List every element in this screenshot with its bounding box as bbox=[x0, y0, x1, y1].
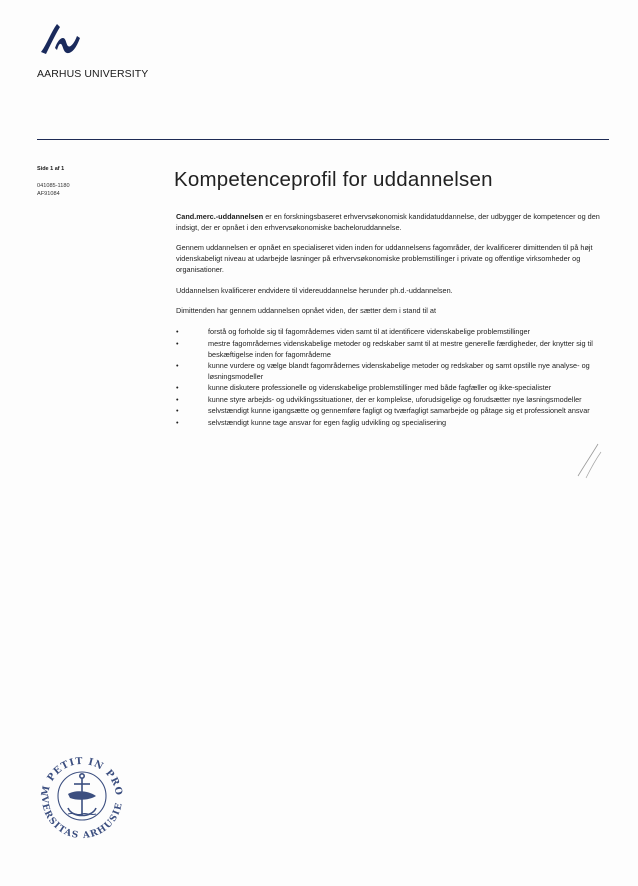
bullet-icon: • bbox=[176, 338, 179, 348]
university-seal-icon bbox=[26, 738, 138, 855]
list-item: • selvstændigt kunne tage ansvar for egen faglig udvikling og specialisering bbox=[176, 417, 447, 427]
svg-text:SOLIDUM PETIT IN PROFUNDIS bbox=[26, 738, 124, 797]
svg-text:UNIVERSITAS ARHUSIENSIS bbox=[26, 738, 125, 841]
list-item: • kunne styre arbejds- og udviklingssituationer, der er komplekse, uforudsigelige og forudsætter nye løsningsmodeller bbox=[176, 394, 582, 404]
intro-paragraph bbox=[176, 212, 608, 234]
bullet-icon: • bbox=[176, 327, 179, 337]
list-item: • selvstændigt kunne igangsætte og gennemføre fagligt og tværfagligt samarbejde og påtage sig et professionelt ansvar bbox=[176, 406, 590, 416]
pen-mark-icon bbox=[574, 440, 604, 480]
intro-text: er en forskningsbaseret erhvervsøkonomisk kandidatuddannelse, der udbygger de kompetencer og den indsigt, der er opnået i den erhvervsøkonomiske bacheloruddannelse. bbox=[176, 212, 600, 232]
au-wave-logo-icon bbox=[37, 18, 81, 58]
further-education-paragraph: Uddannelsen kvalificerer endvidere til videreuddannelse herunder ph.d.-uddannelsen. bbox=[176, 285, 453, 295]
seal-name: VERSITAS ARHUSIE bbox=[38, 795, 125, 842]
page-label: Side 1 af 1 bbox=[37, 166, 65, 172]
university-name: AARHUS UNIVERSITY bbox=[37, 68, 149, 80]
program-name: Cand.merc.-uddannelsen bbox=[176, 212, 264, 221]
reference-number: 041085-1180 bbox=[37, 183, 70, 189]
competency-list bbox=[176, 327, 608, 428]
anchor-dolphin-icon bbox=[68, 774, 96, 816]
seal-motto: M PETIT IN PRO bbox=[39, 755, 125, 798]
document-body bbox=[176, 212, 608, 429]
bullet-icon: • bbox=[176, 383, 179, 393]
competencies-lead-paragraph: Dimittenden har gennem uddannelsen opnået viden, der sætter dem i stand til at bbox=[176, 306, 437, 316]
bullet-icon: • bbox=[176, 417, 179, 427]
bullet-icon: • bbox=[176, 406, 179, 416]
specialisation-paragraph: Gennem uddannelsen er opnået en specialiseret viden inden for uddannelsens fagområder, der kvalificerer dimittenden til på højt videnskabeligt niveau at udarbejde løsninger på erhvervsøkonomiske problemstillinger i private og offentlige virksomheder og organisationer. bbox=[176, 242, 593, 274]
document-meta bbox=[37, 166, 157, 198]
list-item: • forstå og forholde sig til fagområdernes viden samt til at identificere videnskabelige problemstillinger bbox=[176, 327, 531, 337]
bullet-icon: • bbox=[176, 361, 179, 371]
bullet-icon: • bbox=[176, 394, 179, 404]
list-item: • mestre fagområdernes videnskabelige metoder og redskaber samt til at mestre generelle færdigheder, der knytter sig til beskæftigelse inden for fagområderne bbox=[176, 338, 593, 359]
page-title: Kompetenceprofil for uddannelsen bbox=[174, 168, 493, 191]
list-item: • kunne vurdere og vælge blandt fagområdernes videnskabelige metoder og redskaber og samt opstille nye analyse- og løsningsmodeller bbox=[176, 361, 590, 381]
list-item: • kunne diskutere professionelle og videnskabelige problemstillinger med både fagfæller og ikke-specialister bbox=[176, 383, 552, 393]
reference-code: AF91084 bbox=[37, 191, 60, 197]
header-divider bbox=[37, 139, 609, 140]
